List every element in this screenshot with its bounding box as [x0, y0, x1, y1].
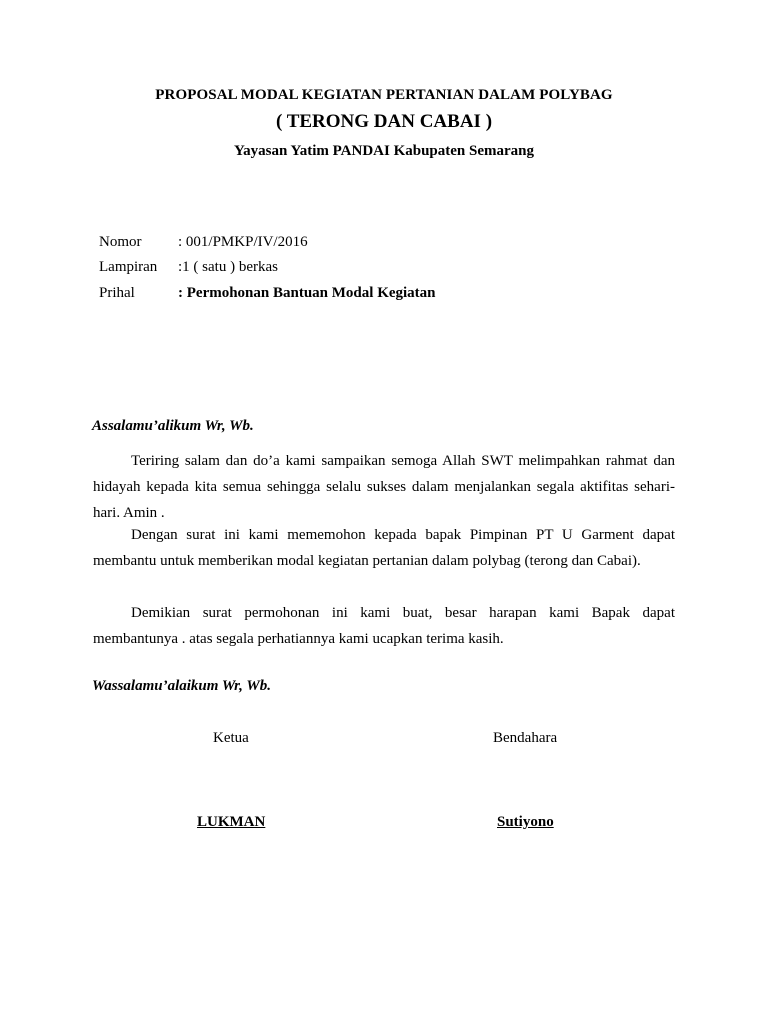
- paragraph-2-line-2: membantu untuk memberikan modal kegiatan pertanian dalam polybag (terong dan Cabai).: [93, 553, 641, 569]
- signature-name-ketua: LUKMAN: [197, 814, 266, 830]
- nomor-label: Nomor: [99, 234, 142, 250]
- paragraph-1: [93, 448, 675, 526]
- paragraph-3-line-1: Demikian surat permohonan ini kami buat, besar harapan kami Bapak dapat: [131, 605, 675, 621]
- paragraph-3-line-2: membantunya . atas segala perhatiannya kami ucapkan terima kasih.: [93, 631, 504, 647]
- lampiran-value: :1 ( satu ) berkas: [178, 259, 278, 275]
- document-title: PROPOSAL MODAL KEGIATAN PERTANIAN DALAM POLYBAG: [155, 87, 613, 103]
- paragraph-1-line-3: hari. Amin .: [93, 505, 165, 521]
- organization-name: Yayasan Yatim PANDAI Kabupaten Semarang: [233, 143, 535, 159]
- signature-role-bendahara: Bendahara: [493, 730, 558, 746]
- nomor-value: : 001/PMKP/IV/2016: [178, 234, 308, 250]
- document-subtitle: ( TERONG DAN CABAI ): [275, 111, 493, 132]
- prihal-label: Prihal: [99, 285, 135, 301]
- paragraph-2: [93, 522, 675, 574]
- signature-role-ketua: Ketua: [213, 730, 249, 746]
- paragraph-2-line-1: Dengan surat ini kami mememohon kepada bapak Pimpinan PT U Garment dapat: [131, 527, 675, 543]
- prihal-value: : Permohonan Bantuan Modal Kegiatan: [178, 285, 436, 301]
- paragraph-1-line-2: hidayah kepada kita semua sehingga selalu sukses dalam menjalankan segala aktifitas sehari-: [93, 479, 675, 495]
- greeting: Assalamu’alikum Wr, Wb.: [92, 418, 254, 434]
- lampiran-label: Lampiran: [99, 259, 158, 275]
- signature-name-bendahara: Sutiyono: [497, 814, 554, 830]
- paragraph-1-line-1: Teriring salam dan do’a kami sampaikan semoga Allah SWT melimpahkan rahmat dan: [131, 453, 675, 469]
- paragraph-3: [93, 600, 675, 652]
- closing-greeting: Wassalamu’alaikum Wr, Wb.: [92, 678, 271, 694]
